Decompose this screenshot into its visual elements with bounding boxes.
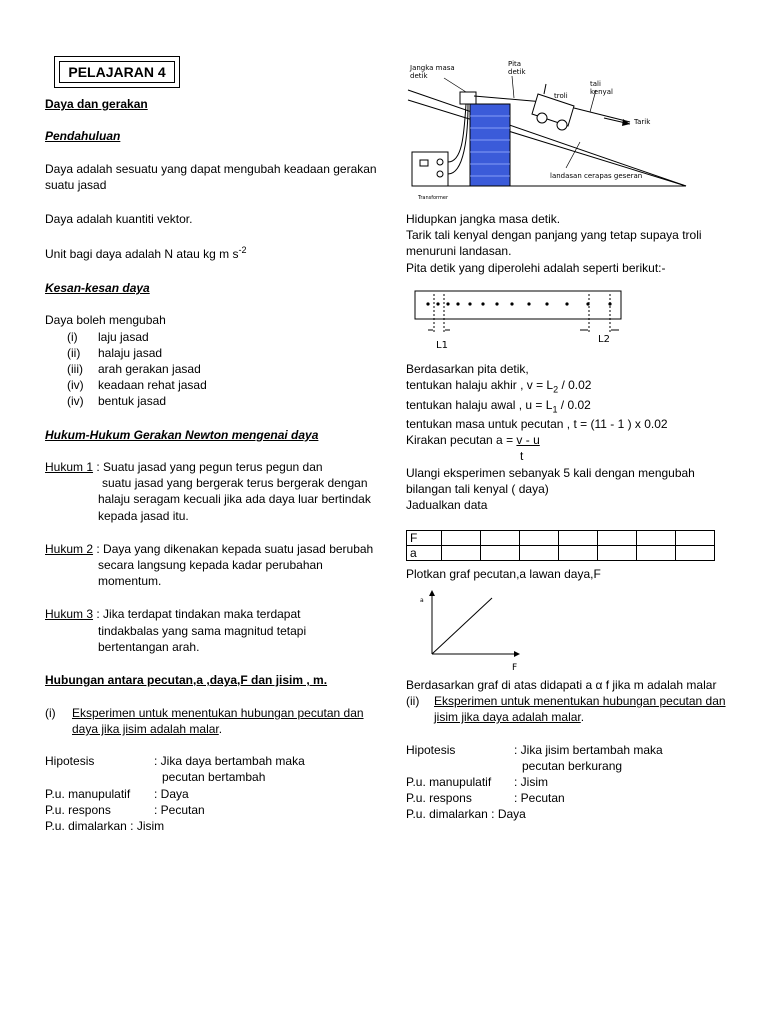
var-constant: P.u. dimalarkan : Jisim [45,819,165,833]
effect-text: laju jasad [98,330,149,344]
experiment-2-num: (ii) [406,694,420,708]
law-2-text: : Daya yang dikenakan kepada suatu jasad berubah [93,542,374,556]
trolley-wheel [557,120,567,130]
tabulate-line: Jadualkan data [406,498,488,512]
var-responding-value: : Pecutan [154,803,205,817]
law-3-text: : Jika terdapat tindakan maka terdapat [93,607,301,621]
law-1-label: Hukum 1 [45,460,94,474]
var-manipulated-value: : Daya [154,787,189,801]
hypothesis-line-1: : Jika daya bertambah maka [154,754,305,768]
experiment-2-line-2-text: jisim jika daya adalah malar [434,710,581,724]
effect-text: halaju jasad [98,346,163,360]
effect-num: (iv) [67,394,84,408]
leader-line [444,78,466,92]
effect-num: (i) [67,330,78,344]
effect-num: (iii) [67,362,83,376]
label-transformer: Transformer [418,195,449,201]
label-elastic-line2: kenyal [590,88,613,96]
table-cell[interactable] [442,531,481,546]
trolley-post [544,84,546,94]
instruction-3: Pita detik yang diperolehi adalah seperti berikut:- [406,261,666,275]
repeat-line-1: Ulangi eksperimen sebanyak 5 kali dengan mengubah [406,466,695,480]
unit-line [45,246,246,262]
acceleration-numerator: v - u [516,433,540,447]
law-3-line-3: bertentangan arah. [98,640,200,654]
intro-paragraph-2: Daya adalah kuantiti vektor. [45,212,193,226]
intro-heading: Pendahuluan [45,129,121,143]
tape-label-l2: L2 [598,334,610,345]
experiment-2-line-2 [434,709,584,725]
leader-line [512,76,514,98]
conclusion-line [406,677,716,693]
experiment-1-line-2 [72,721,222,737]
table-cell[interactable] [442,546,481,561]
var-responding-label: P.u. respons [45,803,111,817]
instruction-1: Hidupkan jangka masa detik. [406,212,561,226]
experiment-1-line-2-text: daya jika jisim adalah malar [72,722,219,736]
proportional-symbol: α [595,678,603,692]
intro-paragraph-1-line-2: suatu jasad [45,178,107,192]
label-tape-line2: detik [508,68,526,76]
acceleration-line [406,432,540,448]
var-2-manipulated-value: : Jisim [514,775,548,789]
label-pull: Tarik [634,118,651,126]
table-cell[interactable] [559,546,598,561]
final-velocity-sub: 2 [553,384,559,395]
label-runway: landasan cerapas geseran [550,172,643,180]
trolley-wheel [537,113,547,123]
table-row [407,531,715,546]
laws-heading: Hukum-Hukum Gerakan Newton mengenai daya [45,428,319,442]
hypothesis-2-line-2: pecutan berkurang [522,759,623,773]
law-1-line-1 [45,459,323,475]
experiment-1-line-1: Eksperimen untuk menentukan hubungan pecutan dan [72,706,364,720]
table-cell[interactable] [676,546,715,561]
final-velocity-end: / 0.02 [558,378,592,392]
based-on-tape: Berdasarkan pita detik, [406,362,529,376]
unit-exponent: -2 [238,245,247,255]
var-2-manipulated-label: P.u. manupulatif [406,775,492,789]
page-title: PELAJARAN 4 [59,61,175,83]
leader-line [566,142,580,168]
conclusion-text-end: f jika m adalah malar [602,678,717,692]
title-box [54,56,180,88]
table-cell[interactable] [520,546,559,561]
label-tape [508,60,526,76]
ticker-timer [460,92,476,104]
hypothesis-label: Hipotesis [45,754,95,768]
initial-velocity-sub: 1 [552,404,558,415]
label-trolley: troli [554,92,568,100]
effect-num: (iv) [67,378,84,392]
graph-line [432,598,492,654]
label-elastic-line1: tali [590,80,601,88]
label-timer [409,64,457,80]
transformer-box [412,152,448,186]
effect-text: bentuk jasad [98,394,167,408]
experiment-2-line-2-end: . [580,710,585,724]
plot-instruction: Plotkan graf pecutan,a lawan daya,F [406,567,601,581]
hypothesis-2-line-1: : Jika jisim bertambah maka [514,743,663,757]
table-cell[interactable] [481,531,520,546]
var-2-responding-value: : Pecutan [514,791,565,805]
effect-num: (ii) [67,346,81,360]
label-tape-line1: Pita [508,60,522,68]
graph-x-arrowhead [514,651,520,657]
relation-heading: Hubungan antara pecutan,a ,daya,F dan jisim , m. [45,673,328,687]
law-1-line-3: halaju seragam kecuali jika ada daya luar bertindak [98,492,371,506]
unit-text: Unit bagi daya adalah N atau kg m s [45,247,239,261]
law-2-line-2: secara langsung kepada kadar perubahan [98,558,323,572]
effect-text: keadaan rehat jasad [98,378,207,392]
repeat-line-2: bilangan tali kenyal ( daya) [406,482,549,496]
var-2-constant: P.u. dimalarkan : Daya [406,807,526,821]
experiment-1-num: (i) [45,706,56,720]
law-2-line-1 [45,541,373,557]
final-velocity-text: tentukan halaju akhir , v = L [406,378,554,392]
acceleration-text: Kirakan pecutan a = [406,433,517,447]
law-3-label: Hukum 3 [45,607,94,621]
table-cell: F [407,531,442,546]
tape-label-l1: L1 [436,340,448,351]
intro-paragraph-1-line-1: Daya adalah sesuatu yang dapat mengubah keadaan gerakan [45,162,377,176]
law-1-line-2: suatu jasad yang bergerak terus bergerak dengan [102,476,368,490]
initial-velocity-end: / 0.02 [557,398,591,412]
ticker-tape [474,96,544,102]
law-1-text: : Suatu jasad yang pegun terus pegun dan [93,460,323,474]
graph-x-label: F [512,663,518,673]
table-cell[interactable] [481,546,520,561]
label-timer-line2: detik [410,72,428,80]
final-velocity-line [406,377,591,393]
graph-y-arrowhead [429,590,435,596]
data-table [406,530,715,561]
conclusion-text: Berdasarkan graf di atas didapati a [406,678,596,692]
table-row [407,546,715,561]
pull-arrowhead [622,119,630,126]
law-1-line-4: kepada jasad itu. [98,509,189,523]
var-2-responding-label: P.u. respons [406,791,472,805]
apparatus-diagram [404,56,690,206]
table-cell[interactable] [637,531,676,546]
table-cell[interactable] [559,531,598,546]
effect-text: arah gerakan jasad [98,362,201,376]
table-cell[interactable] [598,531,637,546]
acceleration-denominator: t [520,449,524,463]
elastic-cord [574,108,630,122]
law-3-line-2: tindakbalas yang sama magnitud tetapi [98,624,307,638]
effects-heading: Kesan-kesan daya [45,281,150,295]
law-2-line-3: momentum. [98,574,162,588]
hypothesis-line-2: pecutan bertambah [162,770,266,784]
ticker-tape-diagram [414,290,626,352]
initial-velocity-line [406,397,591,413]
effects-intro: Daya boleh mengubah [45,313,166,327]
hypothesis-2-label: Hipotesis [406,743,456,757]
time-line: tentukan masa untuk pecutan , t = (11 - 1 ) x 0.02 [406,417,668,431]
var-manipulated-label: P.u. manupulatif [45,787,131,801]
graph-y-label: a [420,597,424,604]
instruction-2-line-1: Tarik tali kenyal dengan panjang yang tetap supaya troli [406,228,702,242]
table-cell[interactable] [598,546,637,561]
table-cell[interactable] [637,546,676,561]
table-cell: a [407,546,442,561]
label-elastic [590,80,613,96]
tape-strip [415,291,621,319]
table-cell[interactable] [676,531,715,546]
label-timer-line1: Jangka masa [410,64,455,72]
instruction-2-line-2: menuruni landasan. [406,244,512,258]
experiment-1-line-2-end: . [218,722,223,736]
initial-velocity-text: tentukan halaju awal , u = L [406,398,553,412]
acceleration-force-graph [412,586,528,674]
table-cell[interactable] [520,531,559,546]
experiment-2-line-1: Eksperimen untuk menentukan hubungan pecutan dan [434,694,726,708]
section-heading: Daya dan gerakan [45,97,148,111]
law-2-label: Hukum 2 [45,542,94,556]
law-3-line-1 [45,606,301,622]
